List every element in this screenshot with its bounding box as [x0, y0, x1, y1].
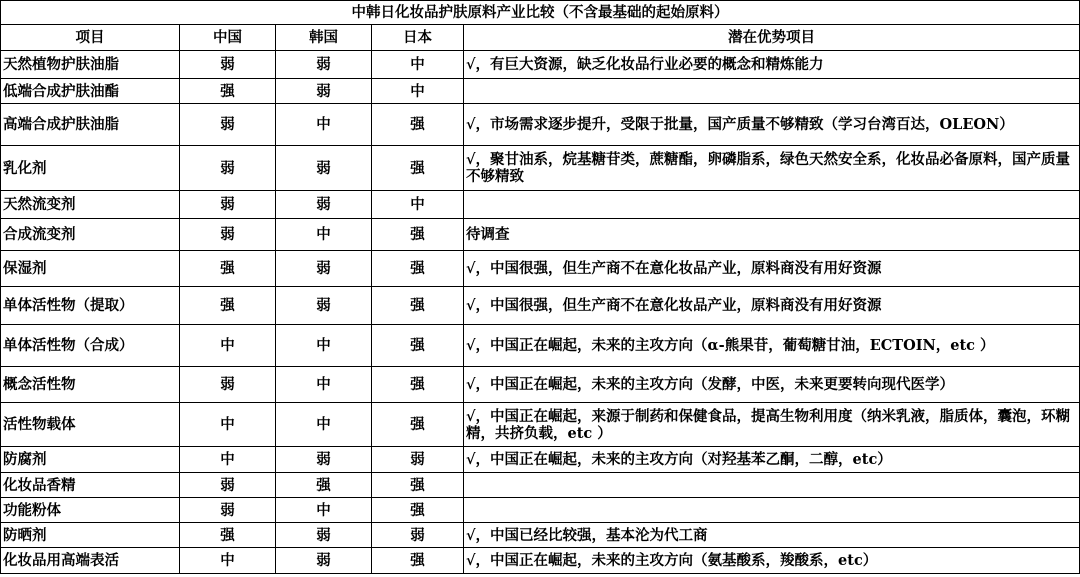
title-row — [1, 1, 1080, 25]
row-note — [464, 498, 1080, 523]
row-china: 弱 — [180, 219, 276, 251]
row-china: 弱 — [180, 104, 276, 146]
row-japan: 中 — [372, 51, 464, 79]
table-row — [1, 367, 1080, 403]
row-item: 合成流变剂 — [1, 219, 180, 251]
row-korea: 中 — [276, 219, 372, 251]
table-row — [1, 51, 1080, 79]
row-note: √，中国正在崛起，未来的主攻方向（发酵，中医，未来更要转向现代医学） — [464, 367, 1080, 403]
header-china: 中国 — [180, 25, 276, 51]
table-row — [1, 498, 1080, 523]
row-note: √，聚甘油系，烷基糖苷类，蔗糖酯，卵磷脂系，绿色天然安全系，化妆品必备原料，国产质量不够精致 — [464, 146, 1080, 191]
row-korea: 弱 — [276, 146, 372, 191]
row-note: √，中国正在崛起，未来的主攻方向（氨基酸系，羧酸系，etc） — [464, 548, 1080, 574]
header-korea: 韩国 — [276, 25, 372, 51]
table-row — [1, 447, 1080, 473]
row-japan: 弱 — [372, 523, 464, 548]
row-korea: 弱 — [276, 191, 372, 219]
row-item: 单体活性物（提取） — [1, 287, 180, 325]
row-note: √，有巨大资源，缺乏化妆品行业必要的概念和精炼能力 — [464, 51, 1080, 79]
table-row — [1, 548, 1080, 574]
table-row — [1, 251, 1080, 287]
row-china: 中 — [180, 325, 276, 367]
table-row — [1, 104, 1080, 146]
header-row — [1, 25, 1080, 51]
row-item: 概念活性物 — [1, 367, 180, 403]
row-item: 防晒剂 — [1, 523, 180, 548]
row-note — [464, 191, 1080, 219]
row-item: 化妆品香精 — [1, 473, 180, 498]
row-china: 弱 — [180, 146, 276, 191]
row-china: 强 — [180, 287, 276, 325]
row-china: 弱 — [180, 498, 276, 523]
table-row — [1, 287, 1080, 325]
row-japan: 强 — [372, 548, 464, 574]
table-title: 中韩日化妆品护肤原料产业比较（不含最基础的起始原料） — [1, 1, 1080, 25]
row-korea: 弱 — [276, 251, 372, 287]
row-korea: 中 — [276, 325, 372, 367]
table-row — [1, 191, 1080, 219]
row-korea: 弱 — [276, 548, 372, 574]
row-japan: 强 — [372, 146, 464, 191]
row-item: 化妆品用高端表活 — [1, 548, 180, 574]
table-row — [1, 146, 1080, 191]
row-japan: 弱 — [372, 447, 464, 473]
row-china: 弱 — [180, 191, 276, 219]
row-japan: 强 — [372, 251, 464, 287]
row-japan: 中 — [372, 191, 464, 219]
row-item: 单体活性物（合成） — [1, 325, 180, 367]
row-korea: 弱 — [276, 79, 372, 104]
row-china: 弱 — [180, 473, 276, 498]
row-korea: 强 — [276, 473, 372, 498]
row-china: 弱 — [180, 367, 276, 403]
table-row — [1, 325, 1080, 367]
row-korea: 中 — [276, 104, 372, 146]
row-note: √，中国很强，但生产商不在意化妆品产业，原料商没有用好资源 — [464, 251, 1080, 287]
row-china: 强 — [180, 523, 276, 548]
row-note: 待调查 — [464, 219, 1080, 251]
row-china: 中 — [180, 447, 276, 473]
row-japan: 强 — [372, 287, 464, 325]
row-japan: 强 — [372, 367, 464, 403]
row-note: √，中国已经比较强，基本沦为代工商 — [464, 523, 1080, 548]
row-korea: 中 — [276, 367, 372, 403]
row-japan: 强 — [372, 473, 464, 498]
row-korea: 中 — [276, 403, 372, 447]
row-korea: 弱 — [276, 287, 372, 325]
row-japan: 强 — [372, 325, 464, 367]
row-note — [464, 79, 1080, 104]
row-china: 强 — [180, 251, 276, 287]
row-japan: 中 — [372, 79, 464, 104]
row-item: 低端合成护肤油酯 — [1, 79, 180, 104]
row-item: 防腐剂 — [1, 447, 180, 473]
row-japan: 强 — [372, 403, 464, 447]
table-row — [1, 403, 1080, 447]
row-china: 中 — [180, 403, 276, 447]
row-note: √，中国正在崛起，未来的主攻方向（对羟基苯乙酮，二醇，etc） — [464, 447, 1080, 473]
row-japan: 强 — [372, 219, 464, 251]
row-china: 中 — [180, 548, 276, 574]
row-item: 活性物载体 — [1, 403, 180, 447]
row-note: √，中国很强，但生产商不在意化妆品产业，原料商没有用好资源 — [464, 287, 1080, 325]
header-advantage: 潜在优势项目 — [464, 25, 1080, 51]
table-row — [1, 523, 1080, 548]
row-note: √，中国正在崛起，未来的主攻方向（α-熊果苷，葡萄糖甘油，ECTOIN，etc ） — [464, 325, 1080, 367]
row-korea: 中 — [276, 498, 372, 523]
row-korea: 弱 — [276, 447, 372, 473]
header-japan: 日本 — [372, 25, 464, 51]
row-item: 天然流变剂 — [1, 191, 180, 219]
row-item: 乳化剂 — [1, 146, 180, 191]
row-note: √，中国正在崛起，来源于制药和保健食品，提高生物利用度（纳米乳液，脂质体，囊泡，环糊精，共挤负载，etc ） — [464, 403, 1080, 447]
row-korea: 弱 — [276, 523, 372, 548]
header-item: 项目 — [1, 25, 180, 51]
row-item: 天然植物护肤油脂 — [1, 51, 180, 79]
row-china: 弱 — [180, 51, 276, 79]
row-item: 保湿剂 — [1, 251, 180, 287]
row-item: 高端合成护肤油脂 — [1, 104, 180, 146]
table-row — [1, 219, 1080, 251]
row-korea: 弱 — [276, 51, 372, 79]
row-note — [464, 473, 1080, 498]
row-item: 功能粉体 — [1, 498, 180, 523]
table-row — [1, 79, 1080, 104]
row-china: 强 — [180, 79, 276, 104]
row-japan: 强 — [372, 104, 464, 146]
row-japan: 强 — [372, 498, 464, 523]
table-row — [1, 473, 1080, 498]
row-note: √，市场需求逐步提升，受限于批量，国产质量不够精致（学习台湾百达，OLEON） — [464, 104, 1080, 146]
